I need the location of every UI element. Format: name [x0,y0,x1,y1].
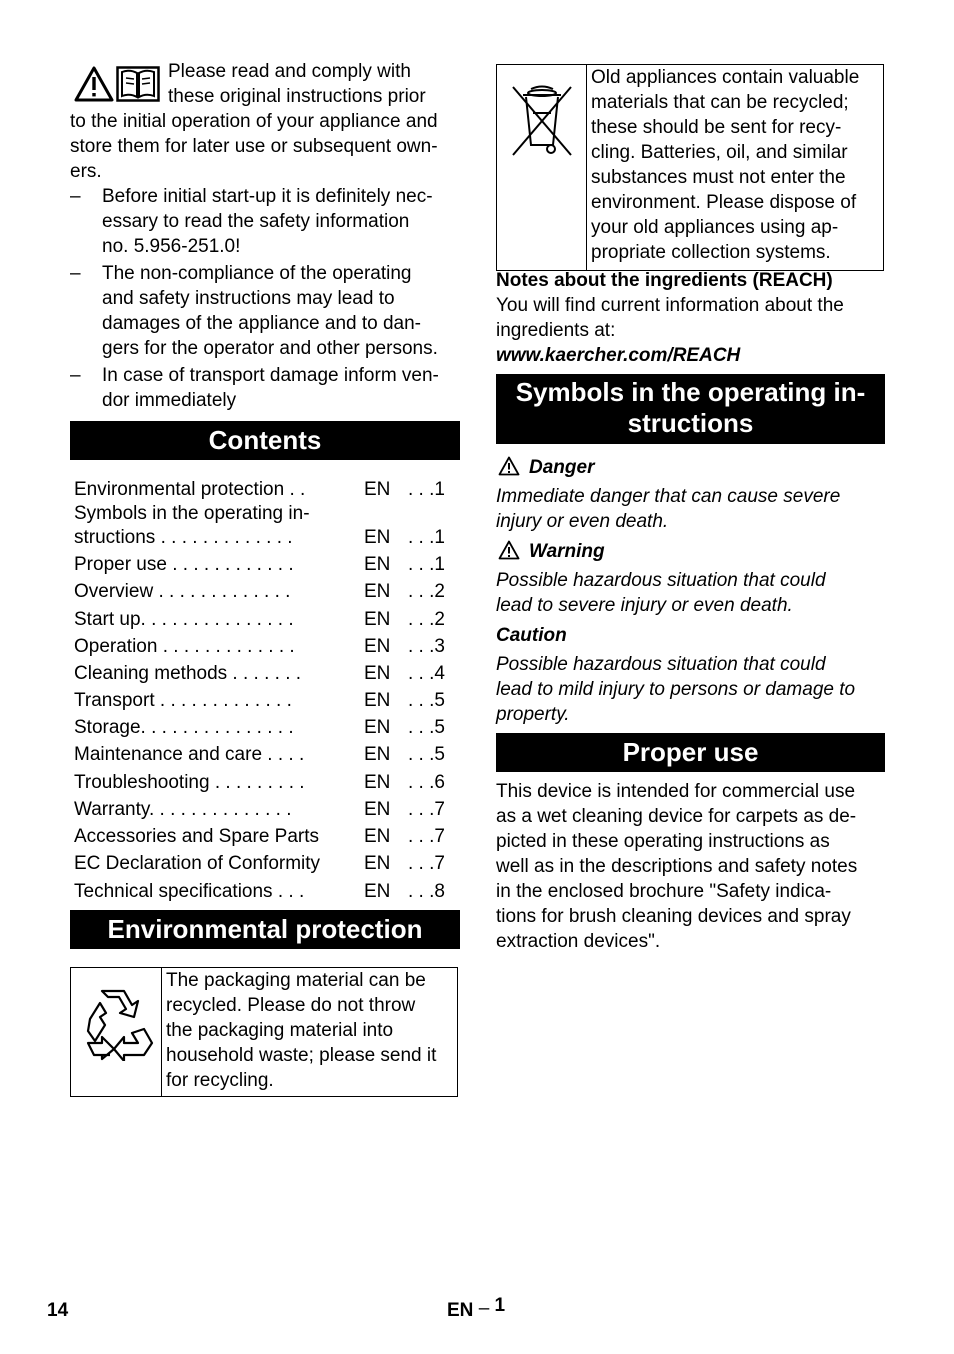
toc-title: Overview . . . . . . . . . . . . . [74,581,291,602]
toc-title: Symbols in the operating in- [74,503,310,524]
toc-page: . . .1 [408,479,445,500]
toc-page: . . .8 [408,881,445,902]
caution-label: Caution [496,625,567,646]
toc-page: . . .1 [408,554,445,575]
bullet-line: The non-compliance of the operating [102,263,412,284]
toc-lang: EN [364,690,391,711]
warning-small-triangle-icon [498,540,520,560]
intro-line: these original instructions prior [168,86,426,107]
caution-text-line: lead to mild injury to persons or damage to [496,679,856,700]
toc-title: EC Declaration of Conformity [74,853,321,874]
toc-lang: EN [364,554,391,575]
toc-entry[interactable] [70,741,460,768]
toc-title: Proper use . . . . . . . . . . . . [74,554,294,575]
recycling-text-line: for recycling. [166,1070,274,1091]
toc-lang: EN [364,717,391,738]
toc-lang: EN [364,826,391,847]
warning-triangle-icon [74,66,114,102]
toc-page: . . .5 [408,690,445,711]
proper-use-line: well as in the descriptions and safety notes [496,856,858,877]
weee-icon-cell [497,65,587,270]
toc-lang: EN [364,479,391,500]
proper-use-text [496,779,888,954]
bullet-dash: – [70,365,81,386]
bullet-line: and safety instructions may lead to [102,288,395,309]
proper-use-line: as a wet cleaning device for carpets as de- [496,806,857,827]
toc-lang: EN [364,881,391,902]
bullet-line: dor immediately [102,390,237,411]
old-appliances-line: propriate collection systems. [591,242,831,263]
reach-link[interactable]: www.kaercher.com/REACH [496,345,741,366]
toc-title: Environmental protection . . [74,479,306,500]
toc-title: Transport . . . . . . . . . . . . . [74,690,292,711]
bullet-item [70,363,462,413]
toc-title: structions . . . . . . . . . . . . . [74,527,293,548]
manual-book-icon [116,66,160,102]
proper-use-line: picted in these operating instructions as [496,831,830,852]
warning-text-line: lead to severe injury or even death. [496,595,793,616]
symbols-heading-line: Symbols in the operating in- [515,377,866,407]
recycling-text [166,968,458,1093]
toc-lang: EN [364,853,391,874]
toc-page: . . .1 [408,527,445,548]
old-appliances-line: Old appliances contain valuable [591,67,860,88]
toc-entry[interactable] [70,476,460,503]
toc-page: . . .5 [408,744,445,765]
toc-lang: EN [364,609,391,630]
bullet-text [102,363,462,413]
reach-heading: Notes about the ingredients (REACH) [496,270,833,291]
symbols-heading [496,374,885,444]
bullet-line: Before initial start-up it is definitely nec- [102,186,433,207]
old-appliances-box [496,64,884,271]
toc-entry[interactable] [70,606,460,633]
proper-use-line: This device is intended for commercial use [496,781,856,802]
environmental-protection-heading: Environmental protection [70,910,460,949]
intro-line: store them for later use or subsequent own- [70,136,438,157]
toc-entry[interactable] [70,823,460,850]
proper-use-line: extraction devices". [496,931,661,952]
symbols-heading-line: structions [627,408,754,438]
toc-title: Start up. . . . . . . . . . . . . . . [74,609,294,630]
old-appliances-text [591,65,883,265]
toc-page: . . .3 [408,636,445,657]
caution-text-line: Possible hazardous situation that could [496,654,826,675]
old-appliances-line: your old appliances using ap- [591,217,839,238]
toc-entry[interactable] [70,503,460,525]
recycling-text-line: household waste; please send it [166,1045,437,1066]
footer-section-page: 1 [494,1295,506,1316]
toc-title: Operation . . . . . . . . . . . . . [74,636,295,657]
toc-lang: EN [364,581,391,602]
bullet-dash: – [70,263,81,284]
recycling-icon [80,985,154,1061]
old-appliances-line: environment. Please dispose of [591,192,857,213]
recycling-icon-cell [71,968,162,1096]
footer-section-marker [447,1295,506,1321]
bullet-item [70,261,462,361]
crossed-bin-icon [511,83,573,159]
toc-page: . . .4 [408,663,445,684]
toc-title: Troubleshooting . . . . . . . . . [74,772,305,793]
warning-label: Warning [529,541,605,562]
toc-lang: EN [364,772,391,793]
bullet-line: essary to read the safety information [102,211,410,232]
footer-page-number: 14 [47,1300,69,1321]
bullet-line: gers for the operator and other persons. [102,338,438,359]
footer-lang: EN [447,1300,474,1321]
contents-heading: Contents [70,421,460,460]
bullet-text [102,261,472,361]
toc-page: . . .7 [408,799,445,820]
toc-page: . . .2 [408,609,445,630]
toc-entry[interactable] [70,714,460,741]
danger-label: Danger [529,457,595,478]
old-appliances-line: these should be sent for recy- [591,117,842,138]
toc-lang: EN [364,636,391,657]
recycling-text-line: recycled. Please do not throw [166,995,416,1016]
danger-triangle-icon [498,456,520,476]
recycling-notice-box [70,967,458,1097]
reach-text-line: ingredients at: [496,320,616,341]
proper-use-line: tions for brush cleaning devices and spray [496,906,851,927]
toc-page: . . .6 [408,772,445,793]
contents-list [70,476,460,904]
toc-page: . . .7 [408,853,445,874]
toc-title: Storage. . . . . . . . . . . . . . . [74,717,294,738]
toc-title: Cleaning methods . . . . . . . [74,663,302,684]
old-appliances-line: materials that can be recycled; [591,92,849,113]
bullet-dash: – [70,186,81,207]
toc-page: . . .2 [408,581,445,602]
toc-title: Accessories and Spare Parts [74,826,320,847]
proper-use-line: in the enclosed brochure "Safety indica- [496,881,832,902]
intro-line: to the initial operation of your appliance and [70,111,438,132]
toc-title: Maintenance and care . . . . [74,744,305,765]
danger-text-line: Immediate danger that can cause severe [496,486,841,507]
toc-entry[interactable] [70,578,460,605]
toc-entry[interactable] [70,633,460,660]
toc-entry[interactable] [70,796,460,823]
toc-page: . . .7 [408,826,445,847]
bullet-text [102,184,462,259]
toc-entry[interactable] [70,687,460,714]
toc-entry[interactable] [70,850,460,877]
toc-entry[interactable] [70,878,460,905]
bullet-item [70,184,462,259]
toc-title: Warranty. . . . . . . . . . . . . . [74,799,292,820]
bullet-line: no. 5.956-251.0! [102,236,241,257]
intro-line: Please read and comply with [168,61,411,82]
toc-entry[interactable] [70,769,460,796]
toc-lang: EN [364,744,391,765]
old-appliances-line: substances must not enter the [591,167,846,188]
toc-title: Technical specifications . . . [74,881,305,902]
intro-line: ers. [70,161,102,182]
toc-entry[interactable] [70,551,460,578]
toc-entry[interactable] [70,524,460,551]
toc-lang: EN [364,799,391,820]
recycling-text-line: the packaging material into [166,1020,394,1041]
recycling-text-line: The packaging material can be [166,970,426,991]
toc-entry[interactable] [70,660,460,687]
danger-text-line: injury or even death. [496,511,669,532]
proper-use-heading: Proper use [496,733,885,772]
footer-dash: – [478,1298,490,1319]
toc-lang: EN [364,663,391,684]
toc-lang: EN [364,527,391,548]
toc-page: . . .5 [408,717,445,738]
bullet-line: damages of the appliance and to dan- [102,313,422,334]
reach-text-line: You will find current information about the [496,295,844,316]
old-appliances-line: cling. Batteries, oil, and similar [591,142,848,163]
bullet-line: In case of transport damage inform ven- [102,365,439,386]
caution-text-line: property. [496,704,570,725]
warning-text-line: Possible hazardous situation that could [496,570,826,591]
